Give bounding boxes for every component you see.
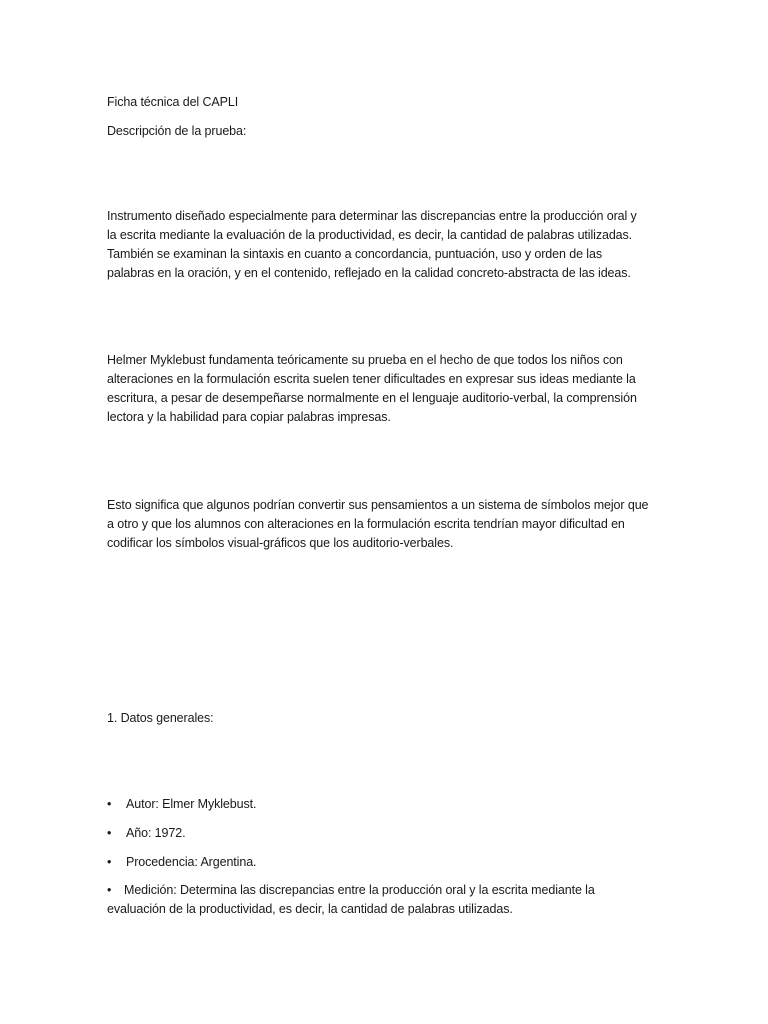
bullet-line (107, 881, 667, 900)
bullet-item-ano (107, 824, 185, 843)
bullet-text: Autor: Elmer Myklebust. (126, 797, 257, 811)
paragraph-line: la escrita mediante la evaluación de la productividad, es decir, la cantidad de palabras utilizadas. (107, 228, 633, 242)
document-title: Ficha técnica del CAPLI (107, 95, 239, 109)
paragraph-significance (107, 496, 667, 553)
paragraph-line: escritura, a pesar de desempeñarse normalmente en el lenguaje auditorio-verbal, la comprensión (107, 391, 637, 405)
paragraph-instrument (107, 207, 667, 283)
paragraph-line: alteraciones en la formulación escrita suelen tener dificultades en expresar sus ideas mediante la (107, 372, 636, 386)
bullet-text: Medición: Determina las discrepancias entre la producción oral y la escrita mediante la (124, 883, 595, 897)
paragraph-line: También se examinan la sintaxis en cuanto a concordancia, puntuación, uso y orden de las (107, 247, 602, 261)
paragraph-line: Esto significa que algunos podrían convertir sus pensamientos a un sistema de símbolos mejor que (107, 498, 649, 512)
bullet-mark: • (107, 855, 112, 869)
bullet-text: Procedencia: Argentina. (126, 855, 257, 869)
paragraph-line: lectora y la habilidad para copiar palabras impresas. (107, 410, 391, 424)
paragraph-line: codificar los símbolos visual-gráficos que los auditorio-verbales. (107, 536, 454, 550)
paragraph-line: palabras en la oración, y en el contenido, reflejado en la calidad concreto-abstracta de las ideas. (107, 266, 631, 280)
paragraph-myklebust (107, 351, 667, 427)
bullet-mark: • (107, 826, 112, 840)
bullet-mark: • (107, 883, 112, 897)
bullet-item-autor (107, 795, 256, 814)
paragraph-line: Helmer Myklebust fundamenta teóricamente su prueba en el hecho de que todos los niños con (107, 353, 623, 367)
paragraph-line: a otro y que los alumnos con alteraciones en la formulación escrita tendrían mayor dificultad en (107, 517, 625, 531)
bullet-mark: • (107, 797, 112, 811)
paragraph-line: Instrumento diseñado especialmente para determinar las discrepancias entre la producción oral y (107, 209, 637, 223)
bullet-line: evaluación de la productividad, es decir, la cantidad de palabras utilizadas. (107, 902, 513, 916)
bullet-text: Año: 1972. (126, 826, 186, 840)
description-heading: Descripción de la prueba: (107, 124, 247, 138)
bullet-item-medicion (107, 881, 667, 919)
section-heading-datos-generales: 1. Datos generales: (107, 711, 214, 725)
bullet-item-procedencia (107, 853, 256, 872)
